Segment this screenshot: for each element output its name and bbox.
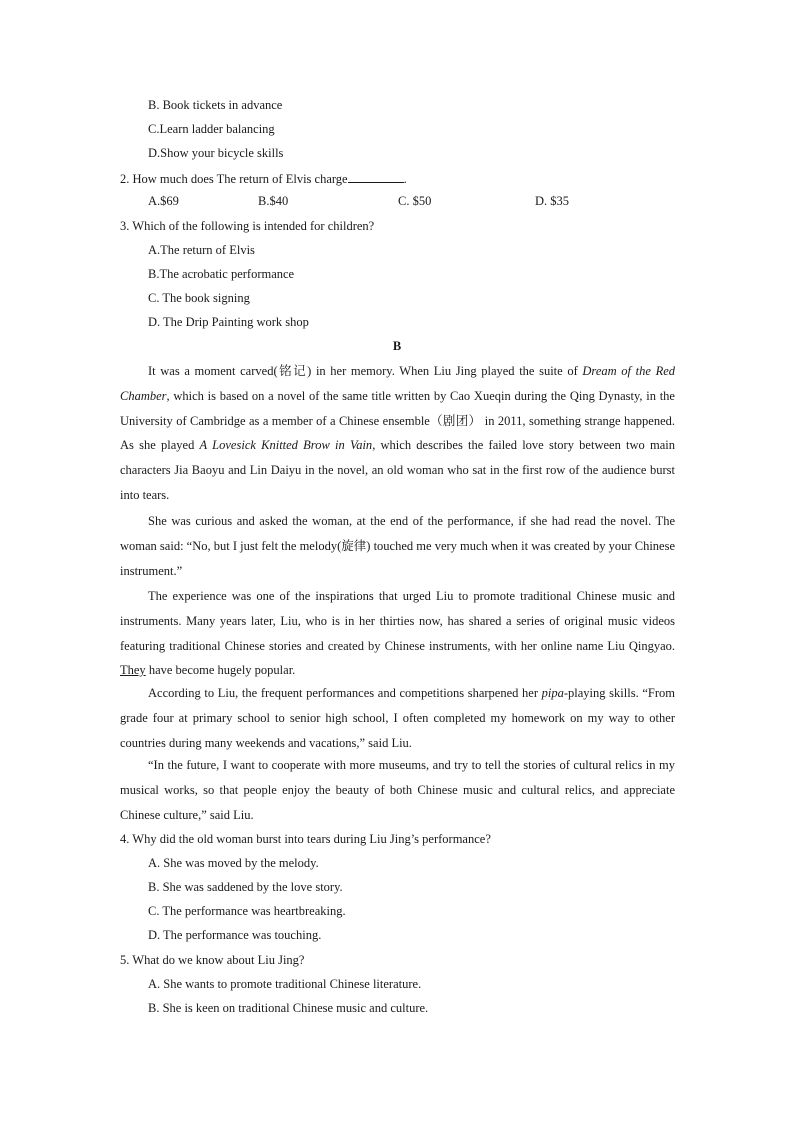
q1-option-b: B. Book tickets in advance <box>148 98 283 112</box>
q4-option-c: C. The performance was heartbreaking. <box>148 904 346 918</box>
q3-option-d: D. The Drip Painting work shop <box>148 315 309 329</box>
paragraph-1-text-b: , which is based on a novel of the same title written by Cao Xueqin during the Qing Dynasty, in the University of Cambridge as a member of a Chinese ensemble（剧团） in 2011, something strange happened. As she played <box>120 388 675 453</box>
underlined-word: They <box>120 663 146 678</box>
paragraph-2: She was curious and asked the woman, at the end of the performance, if she had read the novel. The woman said: “No, but I just felt the melody(旋律) touched me very much when it was created by your Chinese instrument.” <box>120 514 675 578</box>
paragraph-4-text-b: -playing skills. “From grade four at primary school to senior high school, I often completed my homework on my way to other countries during many weekends and vacations,” said Liu. <box>120 686 675 750</box>
question-2 <box>120 170 407 187</box>
q2-option-a: A.$69 <box>148 194 179 208</box>
paragraph-1-text-a: It was a moment carved(铭记) in her memory. When Liu Jing played the suite of <box>148 364 583 378</box>
q3-option-b: B.The acrobatic performance <box>148 267 295 281</box>
question-3: 3. Which of the following is intended for children? <box>120 219 375 233</box>
question-2-options <box>148 193 578 209</box>
paragraph-1 <box>120 359 675 508</box>
paragraph-1-text-c: , which describes the failed love story between two main characters Jia Baoyu and Lin Daiyu in the novel, an old woman who sat in the first row of the audience burst into tears. <box>120 438 676 502</box>
paragraph-3-text-a: The experience was one of the inspirations that urged Liu to promote traditional Chinese music and instruments. Many years later, Liu, who is in her thirties now, has shared a series of original music videos featuring traditional Chinese stories and created by Chinese instruments, with her online name Liu Qingyao. <box>120 589 675 653</box>
q2-option-d: D. $35 <box>535 194 570 208</box>
question-2-end: . <box>403 172 407 186</box>
q4-option-d: D. The performance was touching. <box>148 928 322 942</box>
piece-title: A Lovesick Knitted Brow in Vain <box>199 438 373 453</box>
section-heading: B <box>392 339 402 353</box>
novel-title: Dream of the Red Chamber <box>120 364 675 403</box>
question-5: 5. What do we know about Liu Jing? <box>120 953 305 967</box>
q3-option-c: C. The book signing <box>148 291 250 305</box>
paragraph-4 <box>120 681 675 755</box>
q2-option-c: C. $50 <box>398 194 432 208</box>
answer-blank[interactable] <box>348 170 404 183</box>
q3-option-a: A.The return of Elvis <box>148 243 255 257</box>
q1-option-c: C.Learn ladder balancing <box>148 122 275 136</box>
question-4: 4. Why did the old woman burst into tears during Liu Jing’s performance? <box>120 832 491 846</box>
paragraph-5: “In the future, I want to cooperate with more museums, and try to tell the stories of cultural relics in my musical works, so that people enjoy the beauty of both Chinese music and cultural relics, and appreciate Chinese culture,” said Liu. <box>120 758 675 822</box>
q5-option-b: B. She is keen on traditional Chinese music and culture. <box>148 1001 429 1015</box>
question-2-text: 2. How much does The return of Elvis charge <box>120 172 348 186</box>
pipa-word: pipa <box>541 686 564 700</box>
paragraph-3 <box>120 584 675 683</box>
q5-option-a: A. She wants to promote traditional Chinese literature. <box>148 977 422 991</box>
paragraph-3-text-b: have become hugely popular. <box>145 663 296 678</box>
q4-option-a: A. She was moved by the melody. <box>148 856 319 870</box>
q1-option-d: D.Show your bicycle skills <box>148 146 284 160</box>
paragraph-4-text-a: According to Liu, the frequent performances and competitions sharpened her <box>148 686 542 700</box>
q2-option-b: B.$40 <box>258 194 289 208</box>
q4-option-b: B. She was saddened by the love story. <box>148 880 343 894</box>
